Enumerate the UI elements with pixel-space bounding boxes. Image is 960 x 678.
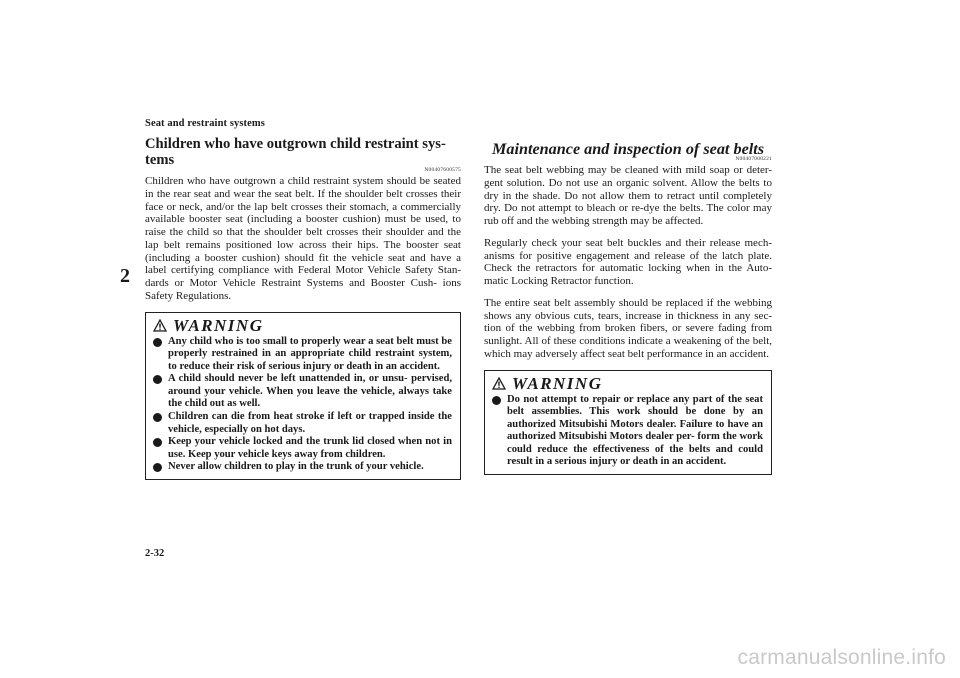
section-code: N00407600575 bbox=[424, 167, 461, 173]
section-heading-maintenance: Maintenance and inspection of seat belts bbox=[492, 140, 765, 158]
warning-box bbox=[484, 370, 772, 476]
section-code: N00407000221 bbox=[735, 156, 772, 162]
watermark: carmanualsonline.info bbox=[737, 646, 946, 669]
warning-item: Do not attempt to repair or replace any part of the seat belt assemblies. This work should be done by an authorized Mitsubishi Motors dealer. Failure to have an authorized Mitsubishi Motors dealer per- form the work could reduce the effectiveness of the belts and could result in a serious injury or death in an accident. bbox=[492, 394, 763, 470]
bullet-icon bbox=[492, 396, 501, 405]
section-heading-children: Children who have outgrown child restraint sys- tems bbox=[145, 136, 446, 168]
right-column bbox=[484, 140, 772, 475]
warning-item: A child should never be left unattended in, or unsu- pervised, around your vehicle. When you leave the vehicle, always take the child out as well. bbox=[153, 373, 452, 411]
body-paragraph: Regularly check your seat belt buckles and their release mech- anisms for positive engagement and release of the latch plate. Check the retractors for automatic locking when in the Auto- matic Locking Retractor function. bbox=[484, 236, 772, 287]
bullet-icon bbox=[153, 338, 162, 347]
body-paragraph: The entire seat belt assembly should be replaced if the webbing shows any obvious cuts, tears, increase in thickness in any sec- tion of the webbing from broken fibers, or severe fading from sunlight. All of these conditions indicate a weakening of the belt, which may adversely affect seat belt performance in an accident. bbox=[484, 296, 772, 360]
bullet-icon bbox=[153, 413, 162, 422]
bullet-icon bbox=[153, 375, 162, 384]
body-paragraph: The seat belt webbing may be cleaned with mild soap or deter- gent solution. Do not use an organic solvent. Allow the belts to dry in the shade. Do not allow them to retract until completely dry. Do not attempt to bleach or re-dye the belts. The color may rub off and the webbing strength may be affected. bbox=[484, 164, 772, 227]
warning-item: Keep your vehicle locked and the trunk lid closed when not in use. Keep your vehicle keys away from children. bbox=[153, 436, 452, 461]
bullet-icon bbox=[153, 438, 162, 447]
warning-box bbox=[145, 312, 461, 481]
warning-title bbox=[492, 374, 763, 394]
left-column bbox=[145, 136, 461, 480]
warning-item: Never allow children to play in the trunk of your vehicle. bbox=[153, 461, 452, 474]
bullet-icon bbox=[153, 463, 162, 472]
running-header: Seat and restraint systems bbox=[145, 118, 265, 129]
warning-item: Children can die from heat stroke if left or trapped inside the vehicle, especially on hot days. bbox=[153, 411, 452, 436]
warning-list bbox=[492, 394, 763, 470]
warning-triangle-icon bbox=[492, 377, 506, 390]
page-number: 2-32 bbox=[145, 548, 165, 559]
warning-triangle-icon bbox=[153, 319, 167, 332]
warning-item: Any child who is too small to properly wear a seat belt must be properly restrained in an appropriate child restraint system, to reduce their risk of serious injury or death in an accident. bbox=[153, 336, 452, 374]
warning-label: WARNING bbox=[173, 315, 264, 335]
chapter-number: 2 bbox=[120, 265, 130, 287]
warning-title bbox=[153, 316, 452, 336]
body-paragraph: Children who have outgrown a child restraint system should be seated in the rear seat and wear the seat belt. If the shoulder belt crosses their face or neck, and/or the lap belt crosses their stomach, a commercially available booster seat (including a booster cushion) must be used, to raise the child so that the shoulder belt crosses their shoulder and the lap belt remains positioned low across their hips. The booster seat (including a booster cushion) should fit the vehicle seat and have a label certifying compliance with Federal Motor Vehicle Safety Stan- dards or Motor Vehicle Restraint Systems and Booster Cush- ions Safety Regulations. bbox=[145, 175, 461, 302]
warning-list bbox=[153, 336, 452, 475]
warning-label: WARNING bbox=[512, 373, 603, 393]
